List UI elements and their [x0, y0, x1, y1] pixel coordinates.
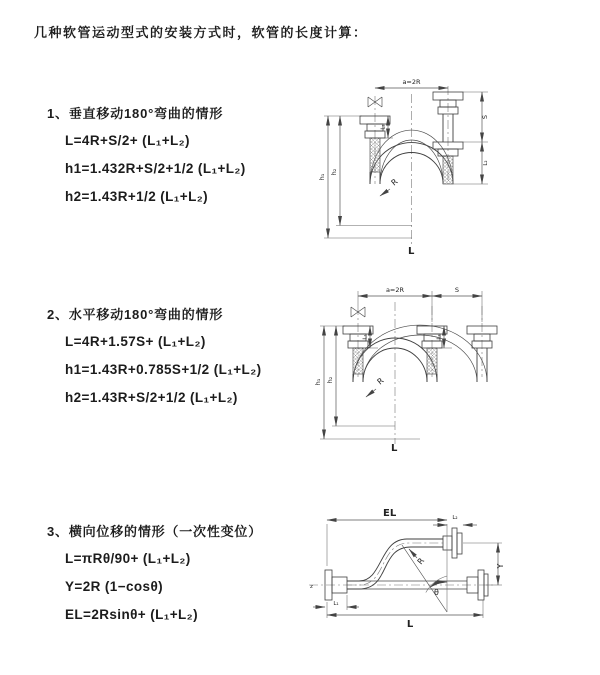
dim-label-y: Y: [496, 563, 505, 569]
radius-leader: [366, 389, 376, 397]
section-vertical-movement: [47, 103, 327, 211]
braid-section-left: [370, 138, 380, 172]
dim-label-h1: h₁: [314, 378, 322, 386]
dim-label-s: S: [481, 114, 489, 120]
dim-label-h2: h₂: [330, 168, 338, 176]
formula-h1: h1=1.43R+0.785S+1/2 (L₁+L₂): [65, 362, 262, 377]
hose-curve-centerline: [347, 543, 443, 585]
section-3-formulas: [65, 545, 327, 629]
radius-leader: [380, 189, 390, 196]
formula-y: Y=2R (1−cosθ): [65, 579, 164, 594]
section-horizontal-movement: [47, 304, 327, 412]
axis-mark: z: [310, 584, 313, 590]
radius-label: R: [375, 376, 386, 387]
hose-curve-top-wall: [347, 539, 443, 581]
formula-h2: h2=1.43R+S/2+1/2 (L₁+L₂): [65, 390, 238, 405]
section-1-heading: 1、垂直移动180°弯曲的情形: [47, 106, 224, 121]
braid-section-right: [443, 156, 453, 184]
section-3-heading: 3、横向位移的情形（一次性变位）: [47, 524, 263, 539]
flange-fitting-upper-right: [443, 528, 462, 558]
dim-label-l1: L₁: [362, 334, 369, 340]
dim-label-l1: L₁: [333, 601, 339, 607]
hose-curve-bottom-wall: [347, 547, 443, 589]
formula-h2: h2=1.43R+1/2 (L₁+L₂): [65, 189, 209, 204]
angle-label: θ: [434, 588, 439, 597]
braid-section-middle: [427, 348, 437, 374]
dim-label-a2r: a=2R: [385, 286, 405, 294]
diagram-horizontal-180-bend: [310, 282, 530, 457]
dim-label-l2: L₂: [483, 160, 489, 166]
formula-el: EL=2Rsinθ+ (L₁+L₂): [65, 607, 198, 622]
dim-label-el: EL: [383, 508, 397, 519]
angle-arc: [430, 582, 447, 587]
dim-label-s: S: [454, 286, 460, 294]
braid-section-left: [353, 348, 363, 374]
dim-label-l: L: [406, 619, 414, 630]
dim-label-l1: L₁: [380, 124, 387, 130]
dim-label-h1: h₁: [318, 173, 326, 181]
dim-label-a2r: a=2R: [402, 78, 421, 86]
hose-tube-walls: [353, 348, 487, 382]
diagram-vertical-180-bend: [312, 72, 522, 262]
dim-label-l2: L₂: [452, 515, 458, 521]
page-title: 几种软管运动型式的安装方式时，软管的长度计算：: [34, 25, 368, 40]
pipe-centerlines: [358, 306, 482, 377]
section-2-formulas: [65, 328, 327, 412]
formula-length: L=4R+S/2+ (L₁+L₂): [65, 133, 190, 148]
length-label: L: [408, 246, 415, 257]
section-1-formulas: [65, 127, 327, 211]
hose-inner-wall-moved: [363, 335, 477, 382]
section-2-heading: 2、水平移动180°弯曲的情形: [47, 307, 224, 322]
diagram-lateral-displacement: [295, 500, 580, 635]
section-lateral-displacement: [47, 521, 327, 629]
radius-label: R: [415, 556, 427, 567]
dim-label-h2: h₂: [326, 376, 334, 384]
formula-h1: h1=1.432R+S/2+1/2 (L₁+L₂): [65, 161, 246, 176]
dim-label-l2: L₂: [436, 334, 443, 340]
formula-length: L=πRθ/90+ (L₁+L₂): [65, 551, 191, 566]
radius-label: R: [389, 177, 400, 188]
formula-length: L=4R+1.57S+ (L₁+L₂): [65, 334, 206, 349]
length-label: L: [391, 443, 398, 454]
